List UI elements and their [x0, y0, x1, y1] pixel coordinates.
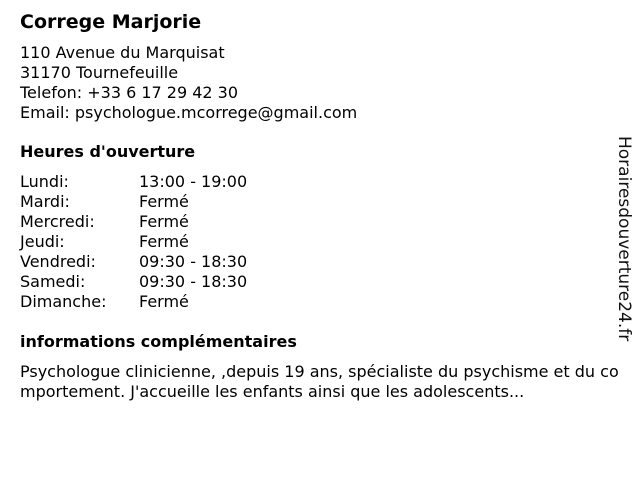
day-time: Fermé: [139, 292, 189, 311]
day-time: 13:00 - 19:00: [139, 172, 248, 191]
day-label: Jeudi:: [20, 232, 65, 251]
hours-row-thursday: [20, 232, 632, 252]
day-label: Lundi:: [20, 172, 69, 191]
day-time: Fermé: [139, 212, 189, 231]
day-label: Vendredi:: [20, 252, 96, 271]
hours-table: [20, 172, 632, 312]
hours-row-tuesday: [20, 192, 632, 212]
business-name: Correge Marjorie: [20, 11, 202, 33]
day-label: Mardi:: [20, 192, 70, 211]
hours-row-wednesday: [20, 212, 632, 232]
address-line-2: 31170 Tournefeuille: [20, 63, 179, 82]
info-title: informations complémentaires: [20, 332, 297, 351]
day-label: Dimanche:: [20, 292, 107, 311]
day-time: Fermé: [139, 232, 189, 251]
day-time: 09:30 - 18:30: [139, 252, 248, 271]
site-watermark: Horairesdouverture24.fr: [614, 136, 634, 342]
day-time: 09:30 - 18:30: [139, 272, 248, 291]
day-label: Mercredi:: [20, 212, 95, 231]
day-label: Samedi:: [20, 272, 86, 291]
email-line: Email: psychologue.mcorrege@gmail.com: [20, 103, 358, 122]
phone-line: Telefon: +33 6 17 29 42 30: [20, 83, 239, 102]
day-time: Fermé: [139, 192, 189, 211]
hours-title: Heures d'ouverture: [20, 142, 196, 161]
business-card: [20, 8, 632, 402]
address-line-1: 110 Avenue du Marquisat: [20, 43, 225, 62]
hours-row-friday: [20, 252, 632, 272]
contact-block: [20, 43, 632, 123]
hours-row-sunday: [20, 292, 632, 312]
hours-row-monday: [20, 172, 632, 192]
hours-row-saturday: [20, 272, 632, 292]
info-description: Psychologue clinicienne, ,depuis 19 ans, spécialiste du psychisme et du comportement. J'accueille les enfants ainsi que les adolescents...: [20, 362, 619, 401]
